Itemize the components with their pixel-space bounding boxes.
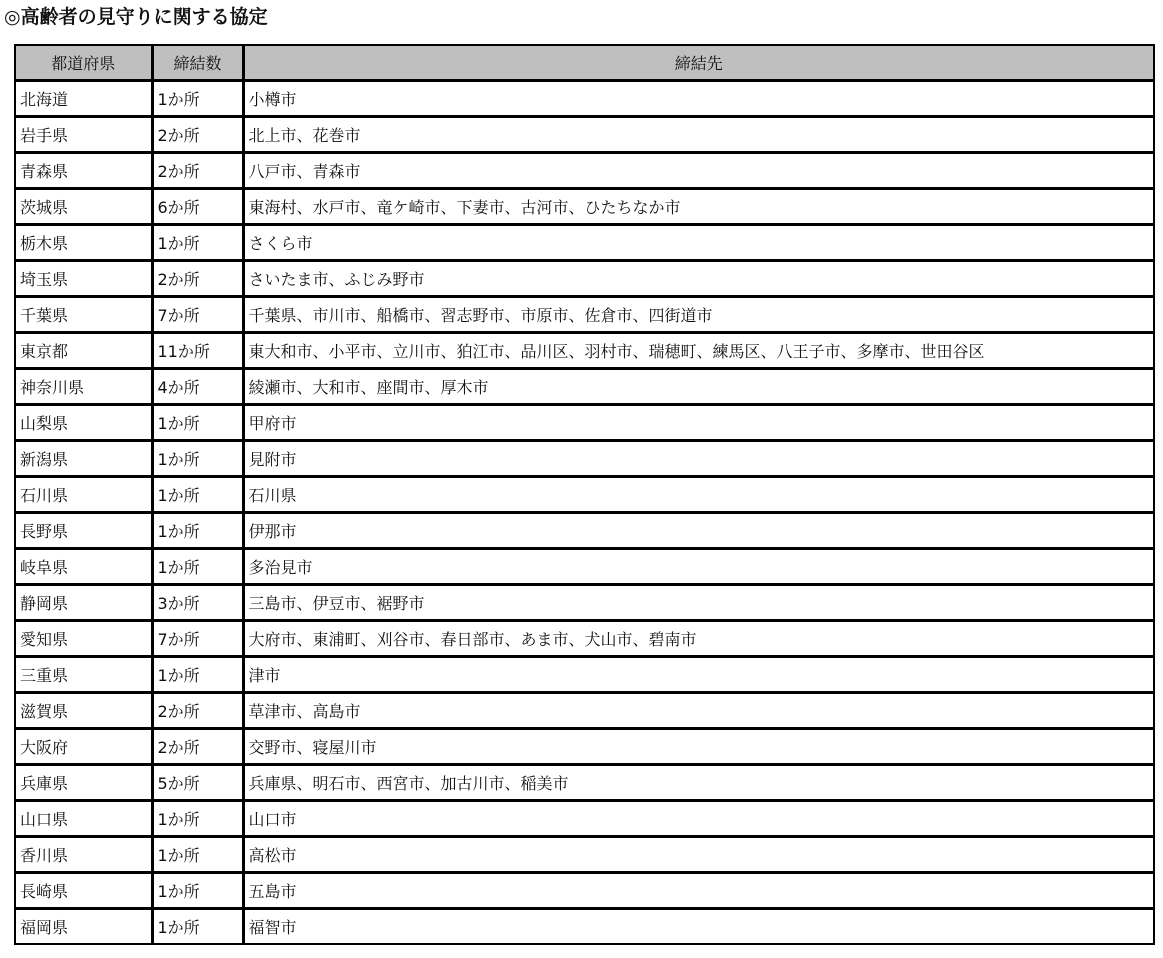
table-row [15, 693, 1154, 729]
table-body [15, 81, 1154, 945]
cell-partners: 石川県 [243, 477, 1154, 513]
cell-prefecture: 香川県 [15, 837, 152, 873]
cell-prefecture: 岐阜県 [15, 549, 152, 585]
cell-partners: 甲府市 [243, 405, 1154, 441]
table-row [15, 153, 1154, 189]
cell-count: 1か所 [152, 405, 243, 441]
cell-count: 1か所 [152, 225, 243, 261]
cell-partners: 福智市 [243, 909, 1154, 945]
cell-partners: 高松市 [243, 837, 1154, 873]
cell-prefecture: 新潟県 [15, 441, 152, 477]
table-row [15, 729, 1154, 765]
cell-partners: 大府市、東浦町、刈谷市、春日部市、あま市、犬山市、碧南市 [243, 621, 1154, 657]
cell-partners: 八戸市、青森市 [243, 153, 1154, 189]
cell-prefecture: 滋賀県 [15, 693, 152, 729]
cell-count: 2か所 [152, 693, 243, 729]
cell-prefecture: 青森県 [15, 153, 152, 189]
cell-count: 1か所 [152, 441, 243, 477]
cell-count: 2か所 [152, 729, 243, 765]
table-row [15, 225, 1154, 261]
cell-partners: 綾瀬市、大和市、座間市、厚木市 [243, 369, 1154, 405]
cell-prefecture: 大阪府 [15, 729, 152, 765]
cell-count: 7か所 [152, 297, 243, 333]
page-title: ◎高齢者の見守りに関する協定 [4, 6, 268, 28]
cell-count: 3か所 [152, 585, 243, 621]
cell-partners: 五島市 [243, 873, 1154, 909]
table-row [15, 801, 1154, 837]
table-row [15, 81, 1154, 117]
cell-count: 2か所 [152, 117, 243, 153]
cell-count: 6か所 [152, 189, 243, 225]
table-header-row [15, 45, 1154, 81]
cell-count: 1か所 [152, 909, 243, 945]
cell-partners: 見附市 [243, 441, 1154, 477]
cell-count: 1か所 [152, 549, 243, 585]
cell-count: 1か所 [152, 81, 243, 117]
table-row [15, 909, 1154, 945]
cell-prefecture: 茨城県 [15, 189, 152, 225]
cell-partners: さいたま市、ふじみ野市 [243, 261, 1154, 297]
table-row [15, 333, 1154, 369]
cell-prefecture: 長崎県 [15, 873, 152, 909]
cell-count: 11か所 [152, 333, 243, 369]
table-row [15, 297, 1154, 333]
cell-prefecture: 長野県 [15, 513, 152, 549]
cell-partners: 小樽市 [243, 81, 1154, 117]
cell-count: 2か所 [152, 261, 243, 297]
table-row [15, 513, 1154, 549]
cell-prefecture: 岩手県 [15, 117, 152, 153]
table-row [15, 873, 1154, 909]
cell-count: 1か所 [152, 873, 243, 909]
cell-count: 5か所 [152, 765, 243, 801]
cell-prefecture: 山口県 [15, 801, 152, 837]
cell-count: 7か所 [152, 621, 243, 657]
header-prefecture: 都道府県 [15, 45, 152, 81]
table-row [15, 117, 1154, 153]
table-row [15, 765, 1154, 801]
cell-partners: さくら市 [243, 225, 1154, 261]
cell-prefecture: 愛知県 [15, 621, 152, 657]
table-row [15, 441, 1154, 477]
cell-partners: 兵庫県、明石市、西宮市、加古川市、稲美市 [243, 765, 1154, 801]
header-partners: 締結先 [243, 45, 1154, 81]
cell-count: 1か所 [152, 513, 243, 549]
table-row [15, 621, 1154, 657]
cell-prefecture: 埼玉県 [15, 261, 152, 297]
agreement-table [14, 44, 1155, 945]
cell-prefecture: 静岡県 [15, 585, 152, 621]
cell-count: 1か所 [152, 657, 243, 693]
cell-partners: 多治見市 [243, 549, 1154, 585]
cell-partners: 津市 [243, 657, 1154, 693]
cell-prefecture: 千葉県 [15, 297, 152, 333]
cell-count: 1か所 [152, 801, 243, 837]
cell-count: 2か所 [152, 153, 243, 189]
table-row [15, 405, 1154, 441]
cell-partners: 三島市、伊豆市、裾野市 [243, 585, 1154, 621]
table-row [15, 837, 1154, 873]
cell-prefecture: 三重県 [15, 657, 152, 693]
cell-prefecture: 神奈川県 [15, 369, 152, 405]
header-count: 締結数 [152, 45, 243, 81]
cell-partners: 北上市、花巻市 [243, 117, 1154, 153]
table-row [15, 477, 1154, 513]
cell-prefecture: 東京都 [15, 333, 152, 369]
cell-partners: 草津市、高島市 [243, 693, 1154, 729]
cell-prefecture: 北海道 [15, 81, 152, 117]
table-row [15, 585, 1154, 621]
cell-partners: 交野市、寝屋川市 [243, 729, 1154, 765]
table-row [15, 549, 1154, 585]
cell-count: 1か所 [152, 477, 243, 513]
table-row [15, 189, 1154, 225]
cell-prefecture: 兵庫県 [15, 765, 152, 801]
cell-prefecture: 石川県 [15, 477, 152, 513]
cell-partners: 東大和市、小平市、立川市、狛江市、品川区、羽村市、瑞穂町、練馬区、八王子市、多摩市、世田谷区 [243, 333, 1154, 369]
table-row [15, 369, 1154, 405]
table-row [15, 657, 1154, 693]
table-row [15, 261, 1154, 297]
cell-prefecture: 福岡県 [15, 909, 152, 945]
cell-count: 1か所 [152, 837, 243, 873]
cell-prefecture: 山梨県 [15, 405, 152, 441]
cell-prefecture: 栃木県 [15, 225, 152, 261]
cell-partners: 千葉県、市川市、船橋市、習志野市、市原市、佐倉市、四街道市 [243, 297, 1154, 333]
cell-count: 4か所 [152, 369, 243, 405]
cell-partners: 山口市 [243, 801, 1154, 837]
cell-partners: 伊那市 [243, 513, 1154, 549]
cell-partners: 東海村、水戸市、竜ケ崎市、下妻市、古河市、ひたちなか市 [243, 189, 1154, 225]
